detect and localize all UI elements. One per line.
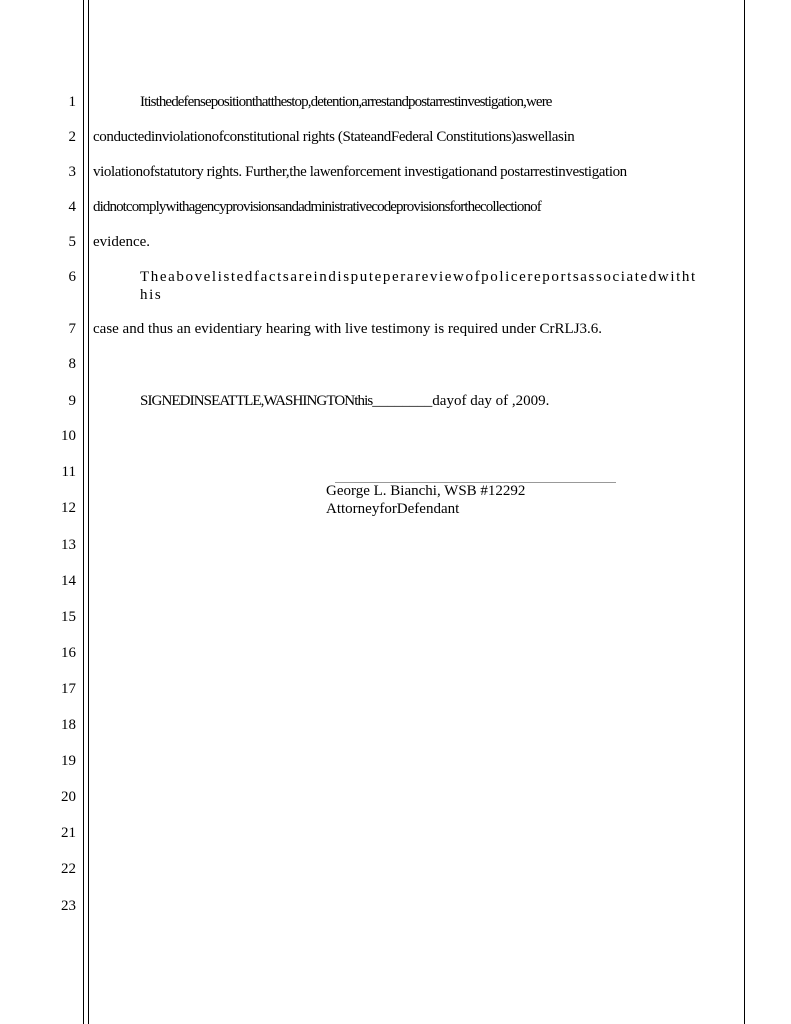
body-line-6b: his <box>140 287 163 303</box>
right-margin-rule <box>744 0 745 1024</box>
line-number: 18 <box>61 717 76 733</box>
line-number: 6 <box>68 269 76 285</box>
line-number: 16 <box>61 645 76 661</box>
line-number: 14 <box>61 573 76 589</box>
line-number: 12 <box>61 500 76 516</box>
body-line-5: evidence. <box>93 234 151 250</box>
line-number: 5 <box>68 234 76 250</box>
line-number: 15 <box>61 609 76 625</box>
line-number: 23 <box>61 898 76 914</box>
signing-line <box>140 392 549 410</box>
line-number: 2 <box>68 129 76 145</box>
line-number: 17 <box>61 681 76 697</box>
body-line-1: Itisthedefensepositionthatthestop,detention,arrestandpostarrestinvestigation,were <box>140 94 552 110</box>
line-number: 10 <box>61 428 76 444</box>
line-number: 21 <box>61 825 76 841</box>
line-number: 4 <box>68 199 76 215</box>
day-blank: ________ <box>372 393 433 409</box>
signing-suffix: dayof day of ,2009. <box>432 393 550 409</box>
body-line-6a: Theabovelistedfactsareindisputeperareviewofpolicereportsassociatedwitht <box>140 269 697 285</box>
body-line-2: conductedinviolationofconstitutional rights (StateandFederal Constitutions)aswellasin <box>93 129 575 145</box>
line-number: 20 <box>61 789 76 805</box>
line-number: 11 <box>61 464 76 480</box>
left-margin-rule-outer <box>83 0 84 1024</box>
line-number: 1 <box>68 94 76 110</box>
signatory-title: AttorneyforDefendant <box>326 501 460 517</box>
body-line-7: case and thus an evidentiary hearing with live testimony is required under CrRLJ3.6. <box>93 321 603 337</box>
line-number: 3 <box>68 164 76 180</box>
line-number: 8 <box>68 356 76 372</box>
line-number: 7 <box>68 321 76 337</box>
line-number: 19 <box>61 753 76 769</box>
line-number: 22 <box>61 861 76 877</box>
left-margin-rule-inner <box>88 0 89 1024</box>
body-line-3: violationofstatutory rights. Further,the lawenforcement investigationand postarrestinvestigation <box>93 164 627 180</box>
signing-prefix: SIGNEDINSEATTLE,WASHINGTONthis <box>140 393 373 409</box>
line-number: 9 <box>68 393 76 409</box>
body-line-4: didnotcomplywithagencyprovisionsandadministrativecodeprovisionsforthecollectionof <box>93 199 541 215</box>
line-number: 13 <box>61 537 76 553</box>
signatory-name: George L. Bianchi, WSB #12292 <box>326 483 526 499</box>
